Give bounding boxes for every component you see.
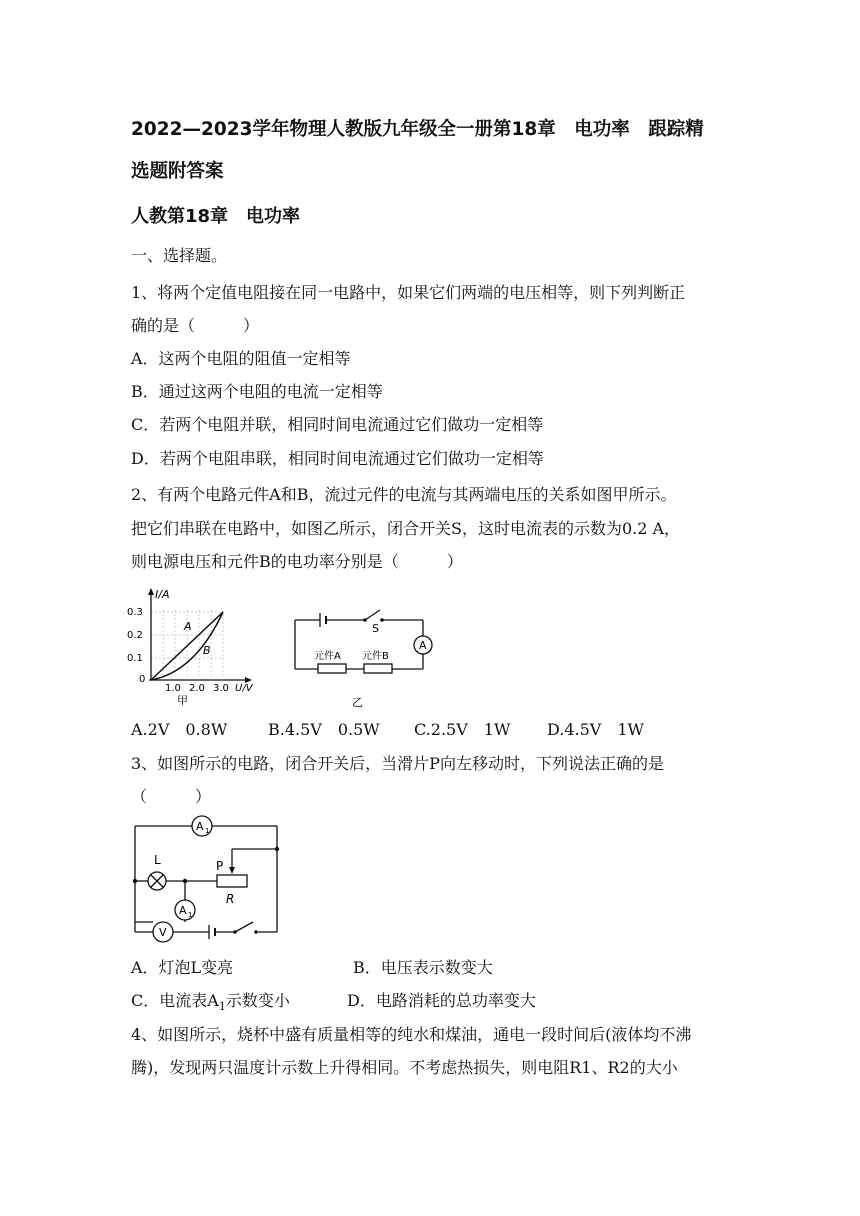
q2-option-a: A.2V 0.8W xyxy=(131,720,228,739)
q3-option-d: D．电路消耗的总功率变大 xyxy=(347,991,536,1010)
q2-switch-label: S xyxy=(372,622,379,635)
switch-blade xyxy=(365,610,380,620)
q2-circuit-caption: 乙 xyxy=(352,696,363,709)
q3-ammeter-top-label: A xyxy=(196,820,204,833)
q1-option-d: D．若两个电阻串联，相同时间电流通过它们做功一定相等 xyxy=(131,449,544,468)
q3-stem-line1: 3、如图所示的电路，闭合开关后，当滑片P向左移动时，下列说法正确的是 xyxy=(131,754,664,773)
q3-option-c xyxy=(131,991,290,1017)
q1-stem-line2: 确的是（ ） xyxy=(131,316,260,335)
q3-option-a: A．灯泡L变亮 xyxy=(131,958,234,977)
q2-ammeter-label: A xyxy=(419,639,427,652)
q2-stem-line1: 2、有两个电路元件A和B，流过元件的电流与其两端电压的关系如图甲所示。 xyxy=(131,485,677,504)
q2-series-circuit xyxy=(290,598,440,718)
q2-graph-caption: 甲 xyxy=(177,694,188,707)
q2-option-d: D.4.5V 1W xyxy=(547,720,644,739)
section-label: 一、选择题。 xyxy=(131,246,228,265)
q2-graph-ytick-0.3: 0.3 xyxy=(127,607,143,618)
q3-lamp-label: L xyxy=(154,853,161,867)
element-b-resistor xyxy=(364,664,392,673)
q2-graph-ytick-0.2: 0.2 xyxy=(127,630,143,641)
arrow-up-icon xyxy=(148,588,154,595)
q2-element-a-label: 元件A xyxy=(314,651,341,662)
q2-graph-label-b: B xyxy=(203,644,211,657)
element-a-resistor xyxy=(318,664,346,673)
chapter-heading: 人教第18章 电功率 xyxy=(131,206,301,227)
q2-option-c: C.2.5V 1W xyxy=(414,720,511,739)
q1-option-b: B．通过这两个电阻的电流一定相等 xyxy=(131,382,383,401)
q3-voltmeter-label: V xyxy=(159,926,167,939)
switch-blade xyxy=(235,922,253,932)
q2-stem-line2: 把它们串联在电路中，如图乙所示，闭合开关S，这时电流表的示数为0.2 A， xyxy=(131,519,681,538)
q2-graph-label-a: A xyxy=(184,620,192,633)
q3-option-b: B．电压表示数变大 xyxy=(353,958,493,977)
q3-slider-label: P xyxy=(216,859,224,873)
q2-graph-ylabel: I/A xyxy=(155,588,170,601)
q2-graph-xtick-1.0: 1.0 xyxy=(165,683,181,694)
q2-graph-xlabel: U/V xyxy=(235,683,253,694)
q2-graph-xtick-3.0: 3.0 xyxy=(213,683,229,694)
q3-ammeter-mid-label: A xyxy=(179,904,187,917)
doc-title-line1: 2022—2023学年物理人教版九年级全一册第18章 电功率 跟踪精 xyxy=(131,119,704,140)
q3-option-c-sub: 1 xyxy=(218,1000,226,1014)
q3-option-c-text: C．电流表A xyxy=(131,991,219,1010)
q2-option-b: B.4.5V 0.5W xyxy=(268,720,380,739)
q1-stem-line1: 1、将两个定值电阻接在同一电路中，如果它们两端的电压相等，则下列判断正 xyxy=(131,283,686,302)
q4-stem-line1: 4、如图所示，烧杯中盛有质量相等的纯水和煤油，通电一段时间后(液体均不沸 xyxy=(131,1025,692,1044)
q3-ammeter-mid-sub: 1 xyxy=(188,911,193,919)
q3-resistor-label: R xyxy=(226,892,235,906)
q2-graph-ytick-0.1: 0.1 xyxy=(127,653,143,664)
q1-option-c: C．若两个电阻并联，相同时间电流通过它们做功一定相等 xyxy=(131,415,544,434)
q4-stem-line2: 腾)，发现两只温度计示数上升得相同。不考虑热损失，则电阻R1、R2的大小 xyxy=(131,1058,678,1077)
q2-stem-line3: 则电源电压和元件B的电功率分别是（ ） xyxy=(131,552,463,571)
slider-arrow-icon xyxy=(229,867,235,874)
q3-option-c-rest: 示数变小 xyxy=(225,991,290,1010)
q3-stem-line2: （ ） xyxy=(131,787,212,806)
q1-option-a: A．这两个电阻的阻值一定相等 xyxy=(131,349,351,368)
q2-graph-xtick-2.0: 2.0 xyxy=(189,683,205,694)
q2-element-b-label: 元件B xyxy=(362,651,389,662)
q3-circuit-diagram xyxy=(125,814,285,950)
q2-iu-graph xyxy=(125,582,265,707)
q3-ammeter-top-sub: 1 xyxy=(205,827,210,835)
rheostat-icon xyxy=(217,875,247,887)
q2-graph-origin: 0 xyxy=(139,674,146,685)
doc-title-line2: 选题附答案 xyxy=(131,161,224,182)
